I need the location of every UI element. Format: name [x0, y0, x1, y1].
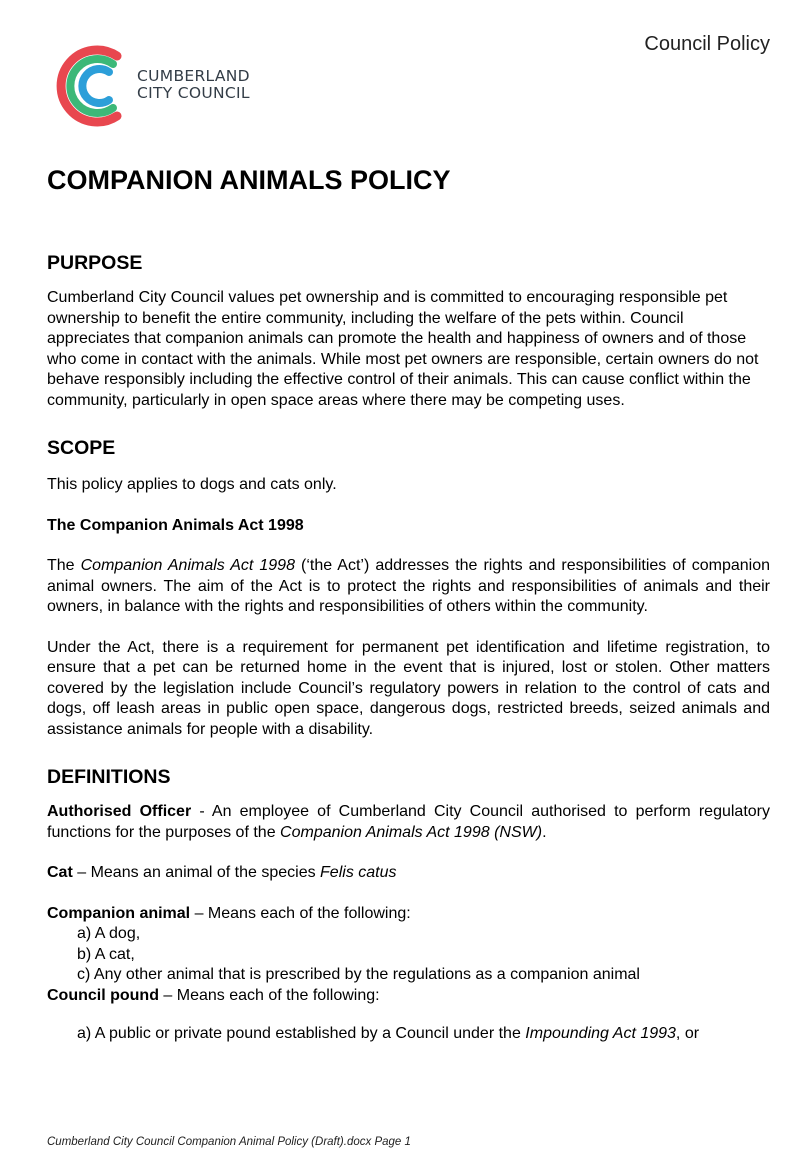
- term-companion-animal: Companion animal: [47, 904, 191, 922]
- term-council-pound: Council pound: [47, 986, 159, 1004]
- authorised-def-italic: Companion Animals Act 1998 (NSW): [280, 823, 543, 841]
- pound-item-post: , or: [675, 1025, 700, 1042]
- council-pound-list: [47, 1024, 770, 1045]
- term-authorised-officer: Authorised Officer: [47, 803, 192, 820]
- act-subheading: The Companion Animals Act 1998: [47, 516, 304, 534]
- council-logo-mark: [55, 40, 135, 132]
- scope-heading: SCOPE: [47, 437, 116, 459]
- act-paragraph-2: Under the Act, there is a requirement for permanent pet identification and lifetime registration, to ensure that a pet can be returned home in the event that is injured, lost or stolen. Other matters covered by the legislation include Council’s regulatory powers in relation to the control of cats and dogs, off leash areas in public open space, dangerous dogs, restricted breeds, seized animals and assistance animals for people with a disability.: [47, 638, 770, 738]
- logo-line2: CITY COUNCIL: [137, 84, 250, 102]
- purpose-paragraph: Cumberland City Council values pet ownership and is committed to encouraging responsible pet ownership to benefit the entire community, including the welfare of the pets within. Council appreciates that companion animals can promote the health and happiness of owners and of those who come in contact with the animals. While most pet owners are responsible, certain owners do not behave responsibly including the effective control of their animals. This can cause conflict within the community, particularly in open space areas where there may be competing uses.: [47, 289, 759, 409]
- act-paragraph-1: [47, 556, 770, 618]
- definitions-heading: DEFINITIONS: [47, 766, 171, 788]
- logo-line1: CUMBERLAND: [137, 67, 250, 85]
- act-p1-post: (‘the Act’) addresses the rights and responsibilities of companion animal owners. The aim of the Act is to protect the rights and responsibilities of animals and their owners, in balance with the rights and responsibilities of others within the community.: [47, 557, 771, 615]
- cat-def-italic: Felis catus: [320, 864, 397, 881]
- document-body: [47, 160, 770, 1045]
- companion-def: – Means each of the following:: [190, 904, 411, 922]
- pound-item-pre: a) A public or private pound established by a Council under the: [77, 1025, 526, 1042]
- document-title: COMPANION ANIMALS POLICY: [47, 165, 451, 195]
- act-p1-pre: The: [47, 557, 81, 574]
- page-footer: Cumberland City Council Companion Animal Policy (Draft).docx Page 1: [47, 1136, 411, 1148]
- authorised-def-pre: - An employee of Cumberland City Council authorised to perform regulatory functions for the purposes of the: [47, 803, 770, 841]
- pound-def: – Means each of the following:: [158, 986, 380, 1004]
- definition-council-pound: [47, 986, 770, 1007]
- purpose-heading: PURPOSE: [47, 252, 143, 274]
- list-item: a) A dog,: [77, 925, 141, 942]
- definition-cat: [47, 863, 770, 884]
- definition-authorised-officer: [47, 802, 770, 843]
- list-item: b) A cat,: [77, 945, 135, 963]
- scope-intro: This policy applies to dogs and cats only.: [47, 476, 337, 493]
- act-p1-italic: Companion Animals Act 1998: [80, 557, 295, 574]
- cat-def-pre: – Means an animal of the species: [72, 864, 321, 881]
- authorised-def-post: .: [542, 823, 547, 841]
- council-logo: [55, 40, 275, 132]
- list-item: c) Any other animal that is prescribed by the regulations as a companion animal: [77, 966, 640, 983]
- definition-companion-animal: [47, 904, 770, 925]
- header-policy-tag: Council Policy: [644, 33, 770, 55]
- list-item: [77, 1024, 770, 1045]
- term-cat: Cat: [47, 864, 73, 881]
- pound-item-italic: Impounding Act 1993: [525, 1025, 676, 1042]
- logo-wordmark: [137, 68, 250, 102]
- companion-animal-list: [47, 924, 770, 986]
